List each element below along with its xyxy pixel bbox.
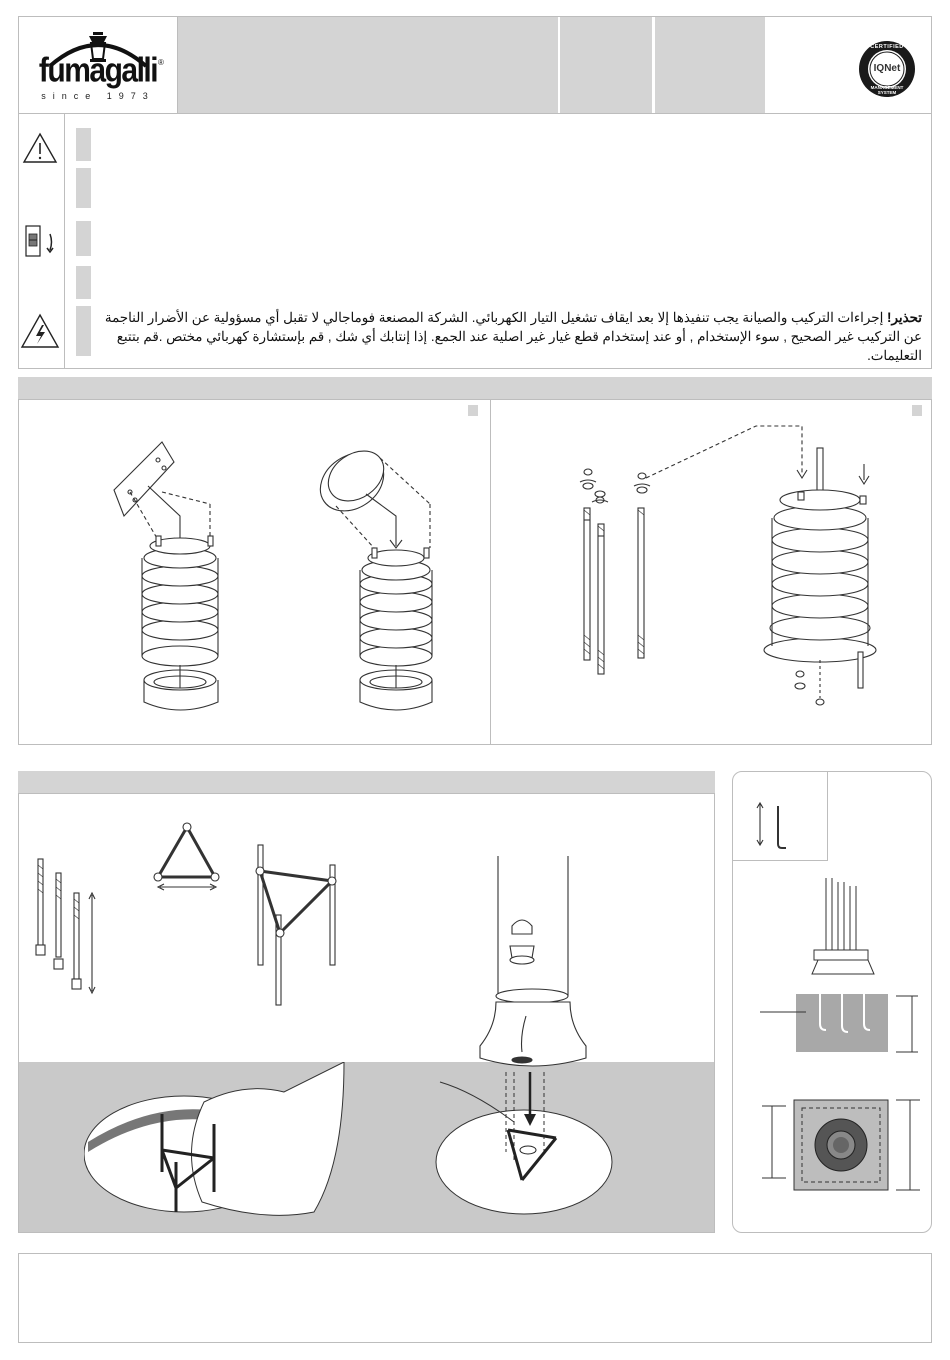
concrete-slab-illustration bbox=[434, 1072, 614, 1222]
warnings-divider bbox=[64, 114, 65, 368]
footer-box bbox=[18, 1253, 932, 1343]
section-3-header bbox=[18, 771, 715, 793]
cert-top-text: CERTIFIED bbox=[870, 44, 904, 50]
warning-row-4 bbox=[76, 266, 91, 299]
foundation-hole-illustration bbox=[84, 1062, 354, 1222]
header-cell-2 bbox=[560, 17, 652, 113]
cert-bottom-text: MANAGEMENT SYSTEM bbox=[870, 85, 904, 95]
anchor-kit-illustration bbox=[30, 815, 360, 1015]
section-2-header bbox=[18, 377, 932, 399]
warning-text bbox=[104, 308, 922, 365]
brand-name: fumagalli bbox=[38, 51, 158, 90]
switch-off-icon bbox=[24, 224, 58, 260]
warning-row-3 bbox=[76, 221, 91, 256]
allen-key-icon bbox=[752, 800, 792, 852]
warning-lead: تحذير! bbox=[887, 310, 922, 325]
step-marker bbox=[912, 405, 922, 416]
warning-row-5 bbox=[76, 306, 91, 356]
header-title-cell bbox=[178, 17, 558, 113]
foundation-section-illustration bbox=[756, 876, 926, 1066]
warning-row-1 bbox=[76, 128, 91, 161]
warning-body: إجراءات التركيب والصيانة يجب تنفيذها إلا بعد ايقاف تشغيل التيار الكهربائي. الشركة المصنعة فوماجالي لا تقبل أي مسؤولية عن الأضرار الناجمة عن التركيب غير الصحيح , سوء الإستخدام , أو عند إستخدام قطع غيار غير اصلية عند الجمع. إذا إنتابك أي شك , قم بإستشارة كهربائي مختص .قم بتتبع التعليمات. bbox=[104, 310, 922, 363]
step-marker bbox=[468, 405, 478, 416]
cert-mark-text: IQNet bbox=[873, 63, 901, 74]
header-cell-3 bbox=[655, 17, 765, 113]
column-base-illustration bbox=[466, 856, 596, 1076]
base-assembly-illustration bbox=[100, 430, 460, 720]
warning-row-2 bbox=[76, 168, 91, 208]
brand-tagline: since 1973 bbox=[41, 91, 155, 101]
warning-triangle-icon bbox=[22, 132, 58, 164]
registered-mark: ® bbox=[158, 58, 164, 67]
electric-hazard-icon bbox=[20, 313, 60, 349]
threaded-rods-illustration bbox=[566, 420, 906, 720]
base-top-view-illustration bbox=[760, 1094, 926, 1200]
